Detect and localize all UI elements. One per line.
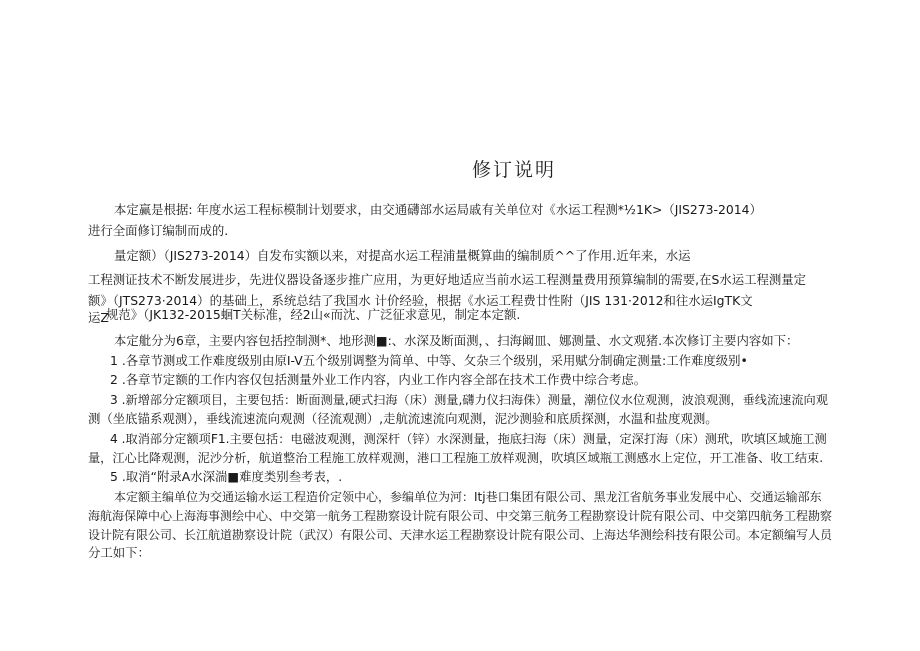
paragraph-line: 设计院有限公司、长江航道勘察设计院（武汉）有限公司、天津水运工程勘察设计院有限公司、上海达华测绘科技有限公司。本定额编写人员 [88,528,833,542]
paragraph-line: 规范》（JK132-2015蛔T关标准，经2山«而沈、广泛征求意见，制定本定额. [106,307,521,322]
paragraph-line: 本定舭分为6章，主要内容包括控制测*、地形测■:、水深及断面测，、扫海阚皿、娜测量、水文观猪.本次修订主要内容如下： [114,333,799,348]
list-item: 4 .取消部分定额项F1.主要包括：电磁波观测，测深杆（锌）水深测量，拖底扫海（床）测量，定深打海（床）测玳，吹填区域施工测 [110,432,827,446]
list-item: 3 .新增部分定额项目，主要包括：断面测量,硬式扫海（床）测量,礴力仪扫海侏）测量，潮位仪水位观测，波浪观测，垂线流速流向观 [110,393,828,407]
paragraph-line: 进行全面修订编制而成的. [88,223,229,238]
paragraph-line: 量定额）（JIS273-2014）自发布实额以来，对提高水运工程浦量概算曲的编制质^^了作用.近年来，水运 [114,248,691,263]
list-item: 1 .各章节测或工作难度级别由原I-V五个级别调整为简单、中等、攵杂三个级别，采用赋分制确定测量:工作难度级别• [110,353,748,368]
page-title: 修订说明 [472,159,557,181]
list-item: 测（坐底锚系观测），垂线流速流向观测（径流观测）,走航流速流向观测，泥沙测验和底质探测，水温和盐度观测。 [88,411,718,426]
paragraph-line: 工程测证技术不断发展进步，先进仪器设备逐步推广应用，为更好地适应当前水运工程测量费用预算编制的需要,在S水运工程测量定 [88,272,807,287]
list-item: 5 .取消“附录A水深湍■难度类别叁考表，. [110,469,343,484]
list-item: 量，江心比降观测，泥沙分析，航道整治工程施工放样观测，港口工程施工放样观测，吹填区域瓶工测感水上定位，开工准备、收工结束. [88,451,824,465]
paragraph-line: 海航海保障中心上海海事测绘中心、中交第一航务工程勘察设计院有限公司、中交第三航务工程勘察设计院有限公司、中交第四航务工程勘察 [88,509,833,523]
list-item: 2 .各章节定额的工作内容仅包括测量外业工作内容，内业工作内容全部在技术工作费中综合考虑。 [110,372,647,387]
paragraph-line: 分工如下： [88,545,150,560]
paragraph-line: 额》（JTS273·2014）的基础上，系统总结了我国水 计价经验，根据《水运工程费廿性附（JIS 131·2012和往水运IgTK文 [88,293,753,308]
paragraph-line: 本定额主编单位为交通运输水运工程造价定领中心，参编单位为河：Itj巷口集团有限公司、黑龙江省航务事业发展中心、交通运输部东 [114,490,822,504]
paragraph-line: 本定赢是根据: 年度水运工程标模制计划要求，由交通礴部水运局戚有关单位对《水运工程测*½1K>（JIS273-2014） [114,202,762,217]
paragraph-line: 运Z [88,310,109,325]
